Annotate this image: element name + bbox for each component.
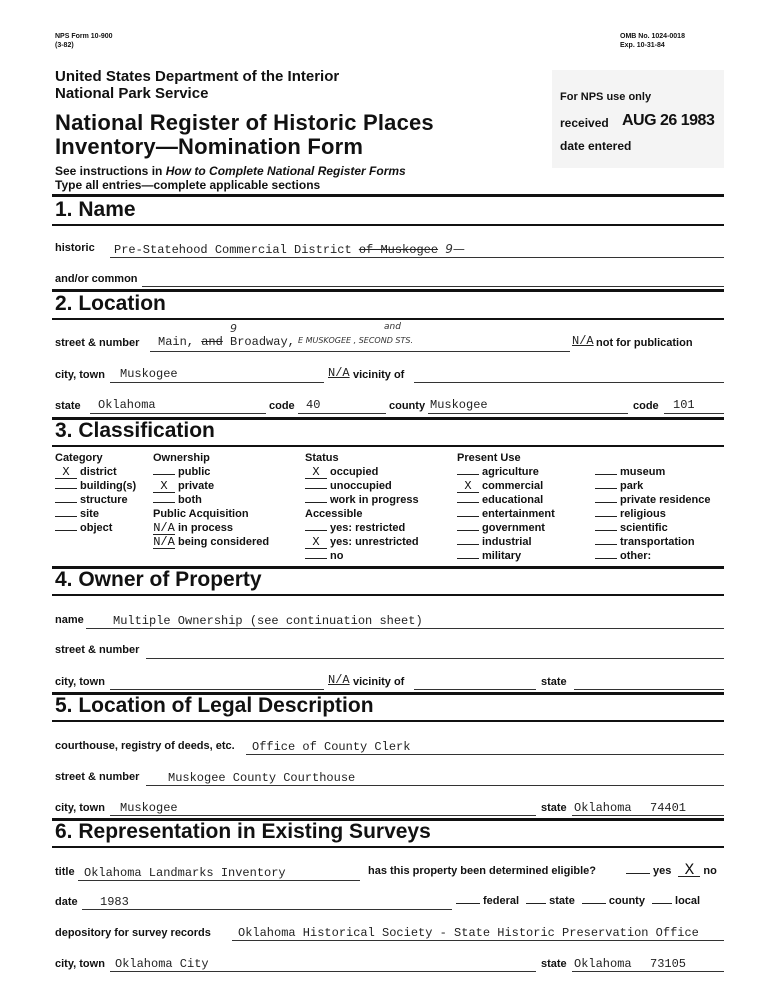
option-row <box>55 522 112 534</box>
status-heading: Status <box>305 452 339 464</box>
section5-title: 5. Location of Legal Description <box>55 694 374 717</box>
form-number: NPS Form 10-900 <box>55 33 113 40</box>
option-row <box>457 522 545 534</box>
option-mark <box>55 502 77 503</box>
vicinity-value: N/A <box>328 366 350 380</box>
survey-title-value: Oklahoma Landmarks Inventory <box>84 866 286 880</box>
ownership-heading: Ownership <box>153 452 210 464</box>
option-row <box>305 466 378 479</box>
option-mark: N/A <box>153 535 175 549</box>
section1-title: 1. Name <box>55 198 136 221</box>
option-label: occupied <box>330 466 379 478</box>
option-row <box>457 508 555 520</box>
legal-zip-value: 74401 <box>650 801 687 815</box>
option-mark: X <box>153 481 175 493</box>
option-row <box>55 494 128 506</box>
legal-street-label: street & number <box>55 771 140 783</box>
option-label: other: <box>620 550 652 562</box>
option-row <box>305 550 343 562</box>
option-row <box>55 466 117 479</box>
option-row <box>153 522 233 535</box>
common-label: and/or common <box>55 273 138 285</box>
option-row <box>595 536 695 548</box>
option-mark <box>153 502 175 503</box>
option-row <box>305 480 392 492</box>
option-row <box>595 508 666 520</box>
option-label: private residence <box>620 494 711 506</box>
option-row <box>457 466 539 478</box>
survey-date-label: date <box>55 896 78 908</box>
owner-city-label: city, town <box>55 676 105 688</box>
street-handwritten: E MUSKOGEE , SECOND STS. <box>298 336 413 345</box>
option-label: museum <box>620 466 666 478</box>
option-label: both <box>178 494 202 506</box>
legal-state-label: state <box>541 802 567 814</box>
option-row <box>595 550 651 562</box>
omb-number: OMB No. 1024-0018 <box>620 33 685 40</box>
section2-title: 2. Location <box>55 292 166 315</box>
county-label: county <box>389 400 426 412</box>
option-mark <box>457 502 479 503</box>
survey-city-value: Oklahoma City <box>115 957 209 971</box>
option-mark <box>595 516 617 517</box>
option-label: private <box>178 480 215 492</box>
acquisition-heading: Public Acquisition <box>153 508 249 520</box>
section1-bottom-rule <box>52 224 724 226</box>
option-label: in process <box>178 522 234 534</box>
category-heading: Category <box>55 452 103 464</box>
option-label: park <box>620 480 644 492</box>
option-label: government <box>482 522 545 534</box>
legal-state-value: Oklahoma <box>574 801 632 815</box>
owner-vicinity-value: N/A <box>328 673 350 687</box>
agency-service: National Park Service <box>55 85 209 102</box>
survey-title-label: title <box>55 866 75 878</box>
option-row <box>153 480 214 493</box>
option-mark <box>457 516 479 517</box>
survey-level-options: federal state county local <box>456 895 700 907</box>
agency-department: United States Department of the Interior <box>55 68 340 85</box>
owner-state-label: state <box>541 676 567 688</box>
option-label: site <box>80 508 99 520</box>
received-label: received <box>560 116 609 130</box>
option-mark <box>457 474 479 475</box>
city-label: city, town <box>55 369 105 381</box>
option-row <box>457 480 543 493</box>
owner-vicinity-label: vicinity of <box>353 676 405 688</box>
option-mark <box>457 530 479 531</box>
option-mark <box>595 558 617 559</box>
option-mark <box>305 558 327 559</box>
eligible-question: has this property been determined eligible? <box>368 865 596 877</box>
owner-name-label: name <box>55 614 84 626</box>
option-mark <box>595 474 617 475</box>
date-entered-label: date entered <box>560 139 632 153</box>
legal-city-label: city, town <box>55 802 105 814</box>
code2-label: code <box>633 400 659 412</box>
option-label: military <box>482 550 522 562</box>
instructions-line2: Type all entries—complete applicable sections <box>55 178 321 192</box>
option-mark <box>457 558 479 559</box>
option-mark <box>595 502 617 503</box>
code2-value: 101 <box>673 398 695 412</box>
option-label: public <box>178 466 211 478</box>
option-mark <box>55 488 77 489</box>
survey-date-value: 1983 <box>100 895 129 909</box>
section6-title: 6. Representation in Existing Surveys <box>55 820 431 843</box>
section1-rule <box>52 194 724 197</box>
option-label: unoccupied <box>330 480 392 492</box>
owner-name-value: Multiple Ownership (see continuation sheet) <box>113 614 423 628</box>
option-label: agriculture <box>482 466 539 478</box>
option-row <box>595 494 711 506</box>
option-row <box>305 494 419 506</box>
received-stamp: AUG 26 1983 <box>622 112 715 129</box>
option-mark: X <box>305 537 327 549</box>
form-title-line2: Inventory—Nomination Form <box>55 134 364 159</box>
depository-value: Oklahoma Historical Society - State Historic Preservation Office <box>238 926 699 940</box>
survey-state-value: Oklahoma <box>574 957 632 971</box>
state-label: state <box>55 400 81 412</box>
code-label: code <box>269 400 295 412</box>
option-mark <box>305 502 327 503</box>
street-label: street & number <box>55 337 140 349</box>
eligible-options: yes X no <box>626 865 717 877</box>
section4-title: 4. Owner of Property <box>55 568 262 591</box>
city-value: Muskogee <box>120 367 178 381</box>
option-label: object <box>80 522 113 534</box>
option-row <box>153 494 202 506</box>
option-label: scientific <box>620 522 668 534</box>
survey-zip-value: 73105 <box>650 957 687 971</box>
option-row <box>457 494 543 506</box>
option-label: no <box>330 550 344 562</box>
option-row <box>153 536 269 549</box>
option-row <box>595 522 668 534</box>
survey-city-label: city, town <box>55 958 105 970</box>
option-label: being considered <box>178 536 270 548</box>
nfp-value: N/A <box>572 334 594 348</box>
option-mark <box>305 488 327 489</box>
option-label: educational <box>482 494 544 506</box>
option-label: commercial <box>482 480 544 492</box>
option-label: yes: restricted <box>330 522 406 534</box>
historic-label: historic <box>55 242 95 254</box>
option-label: work in progress <box>330 494 419 506</box>
legal-street-value: Muskogee County Courthouse <box>168 771 356 785</box>
option-mark <box>457 544 479 545</box>
courthouse-value: Office of County Clerk <box>252 740 411 754</box>
option-mark <box>55 516 77 517</box>
option-mark <box>55 530 77 531</box>
option-mark: X <box>305 467 327 479</box>
option-row <box>457 550 521 562</box>
form-title-line1: National Register of Historic Places <box>55 110 434 135</box>
option-mark <box>595 488 617 489</box>
option-row <box>595 466 665 478</box>
legal-city-value: Muskogee <box>120 801 178 815</box>
option-row <box>305 522 405 534</box>
accessible-heading: Accessible <box>305 508 363 520</box>
option-row <box>457 536 532 548</box>
option-label: industrial <box>482 536 532 548</box>
code-value: 40 <box>306 398 321 412</box>
owner-street-label: street & number <box>55 644 140 656</box>
option-label: yes: unrestricted <box>330 536 419 548</box>
form-revision: (3-82) <box>55 42 74 49</box>
present-use-heading: Present Use <box>457 452 521 464</box>
depository-label: depository for survey records <box>55 927 211 939</box>
option-label: transportation <box>620 536 695 548</box>
option-row <box>55 480 136 492</box>
street-value: Main, and Broadway, <box>158 335 295 349</box>
option-label: district <box>80 466 117 478</box>
option-label: building(s) <box>80 480 137 492</box>
option-label: entertainment <box>482 508 555 520</box>
survey-state-label: state <box>541 958 567 970</box>
nfp-label: not for publication <box>596 337 693 349</box>
vicinity-label: vicinity of <box>353 369 405 381</box>
option-row <box>55 508 99 520</box>
option-mark <box>595 544 617 545</box>
state-value: Oklahoma <box>98 398 156 412</box>
option-row <box>153 466 210 478</box>
instructions-line1: See instructions in How to Complete National Register Forms <box>55 164 406 178</box>
option-mark <box>305 530 327 531</box>
courthouse-label: courthouse, registry of deeds, etc. <box>55 740 235 752</box>
nps-use-heading: For NPS use only <box>560 91 652 103</box>
county-value: Muskogee <box>430 398 488 412</box>
section3-title: 3. Classification <box>55 419 215 442</box>
omb-expiration: Exp. 10-31-84 <box>620 42 665 49</box>
option-mark: X <box>55 467 77 479</box>
option-row <box>595 480 643 492</box>
option-row <box>305 536 419 549</box>
option-mark: N/A <box>153 521 175 535</box>
option-mark <box>595 530 617 531</box>
eligible-no-mark: X <box>678 865 700 877</box>
option-mark: X <box>457 481 479 493</box>
historic-value: Pre-Statehood Commercial District of Muskogee 9— <box>114 242 465 257</box>
option-mark <box>153 474 175 475</box>
option-label: structure <box>80 494 128 506</box>
option-label: religious <box>620 508 666 520</box>
